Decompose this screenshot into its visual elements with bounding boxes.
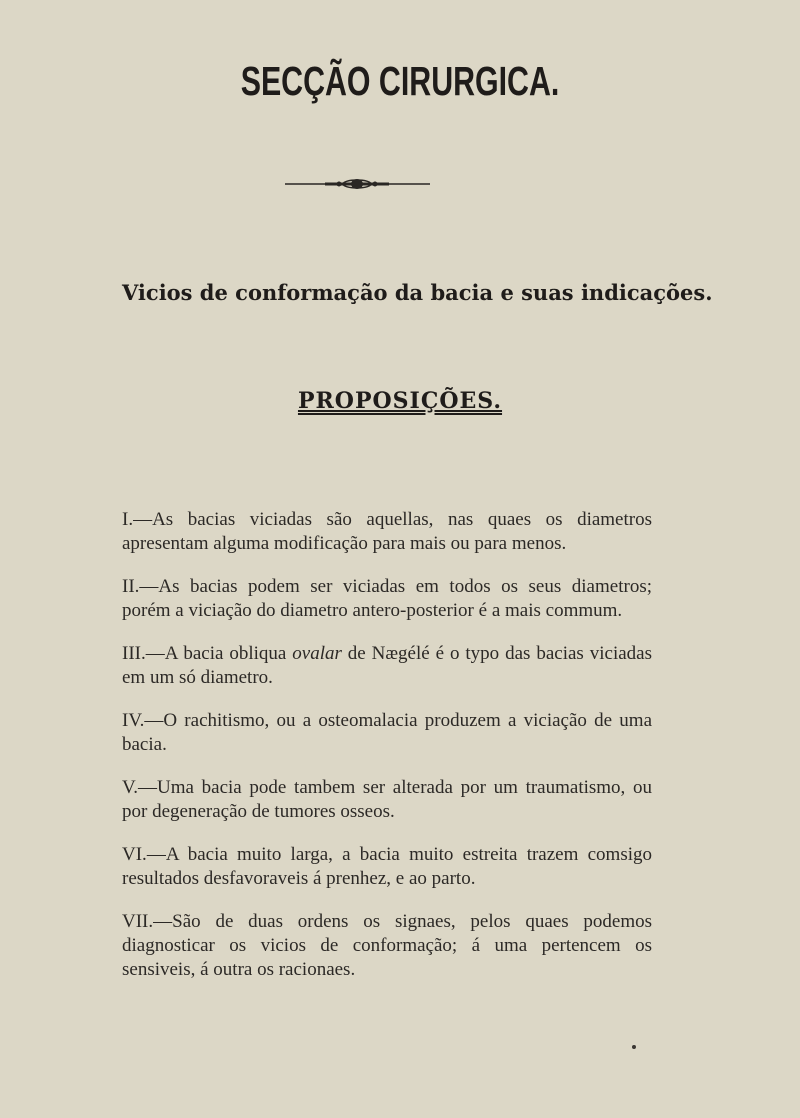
proposition-text: —São de duas ordens os signaes, pelos quaes podemos diagnosticar os vicios de conformação; á uma pertencem os sensiveis, á outra os racionaes. xyxy=(122,911,652,980)
proposition-1 xyxy=(122,508,652,556)
proposition-number: III. xyxy=(122,643,146,664)
decorative-rule-icon xyxy=(285,177,430,191)
document-subtitle: Vicios de conformação da bacia e suas indicações. xyxy=(122,280,713,305)
proposition-2 xyxy=(122,575,652,623)
proposition-number: II. xyxy=(122,576,140,597)
proposition-6 xyxy=(122,843,652,891)
proposition-text: —A bacia muito larga, a bacia muito estreita trazem comsigo resultados desfavoraveis á prenhez, e ao parto. xyxy=(122,844,652,889)
proposition-number: V. xyxy=(122,777,139,798)
proposition-number: IV. xyxy=(122,710,145,731)
proposition-3 xyxy=(122,642,652,690)
propositions-heading: PROPOSIÇÕES. xyxy=(297,388,503,414)
ink-mark xyxy=(632,1045,636,1049)
proposition-5 xyxy=(122,776,652,824)
proposition-number: VII. xyxy=(122,911,154,932)
proposition-text: —As bacias viciadas são aquellas, nas quaes os diametros apresentam alguma modificação para mais ou para menos. xyxy=(122,509,652,554)
proposition-text: de Nægélé é o typo das bacias viciadas em um só diametro. xyxy=(122,643,653,688)
proposition-text: —A bacia obliqua xyxy=(145,643,293,664)
proposition-text: —Uma bacia pode tambem ser alterada por um traumatismo, ou por degeneração de tumores osseos. xyxy=(122,777,652,822)
proposition-number: I. xyxy=(122,509,134,530)
proposition-number: VI. xyxy=(122,844,147,865)
proposition-text: —O rachitismo, ou a osteomalacia produzem a viciação de uma bacia. xyxy=(122,710,652,755)
section-title: SECÇÃO CIRURGICA. xyxy=(240,58,560,104)
proposition-4 xyxy=(122,709,652,757)
proposition-italic-term: ovalar xyxy=(292,643,342,664)
propositions-list xyxy=(122,508,652,1001)
proposition-7 xyxy=(122,910,652,982)
proposition-text: —As bacias podem ser viciadas em todos os seus diametros; porém a viciação do diametro antero-posterior é a mais commum. xyxy=(122,576,652,621)
